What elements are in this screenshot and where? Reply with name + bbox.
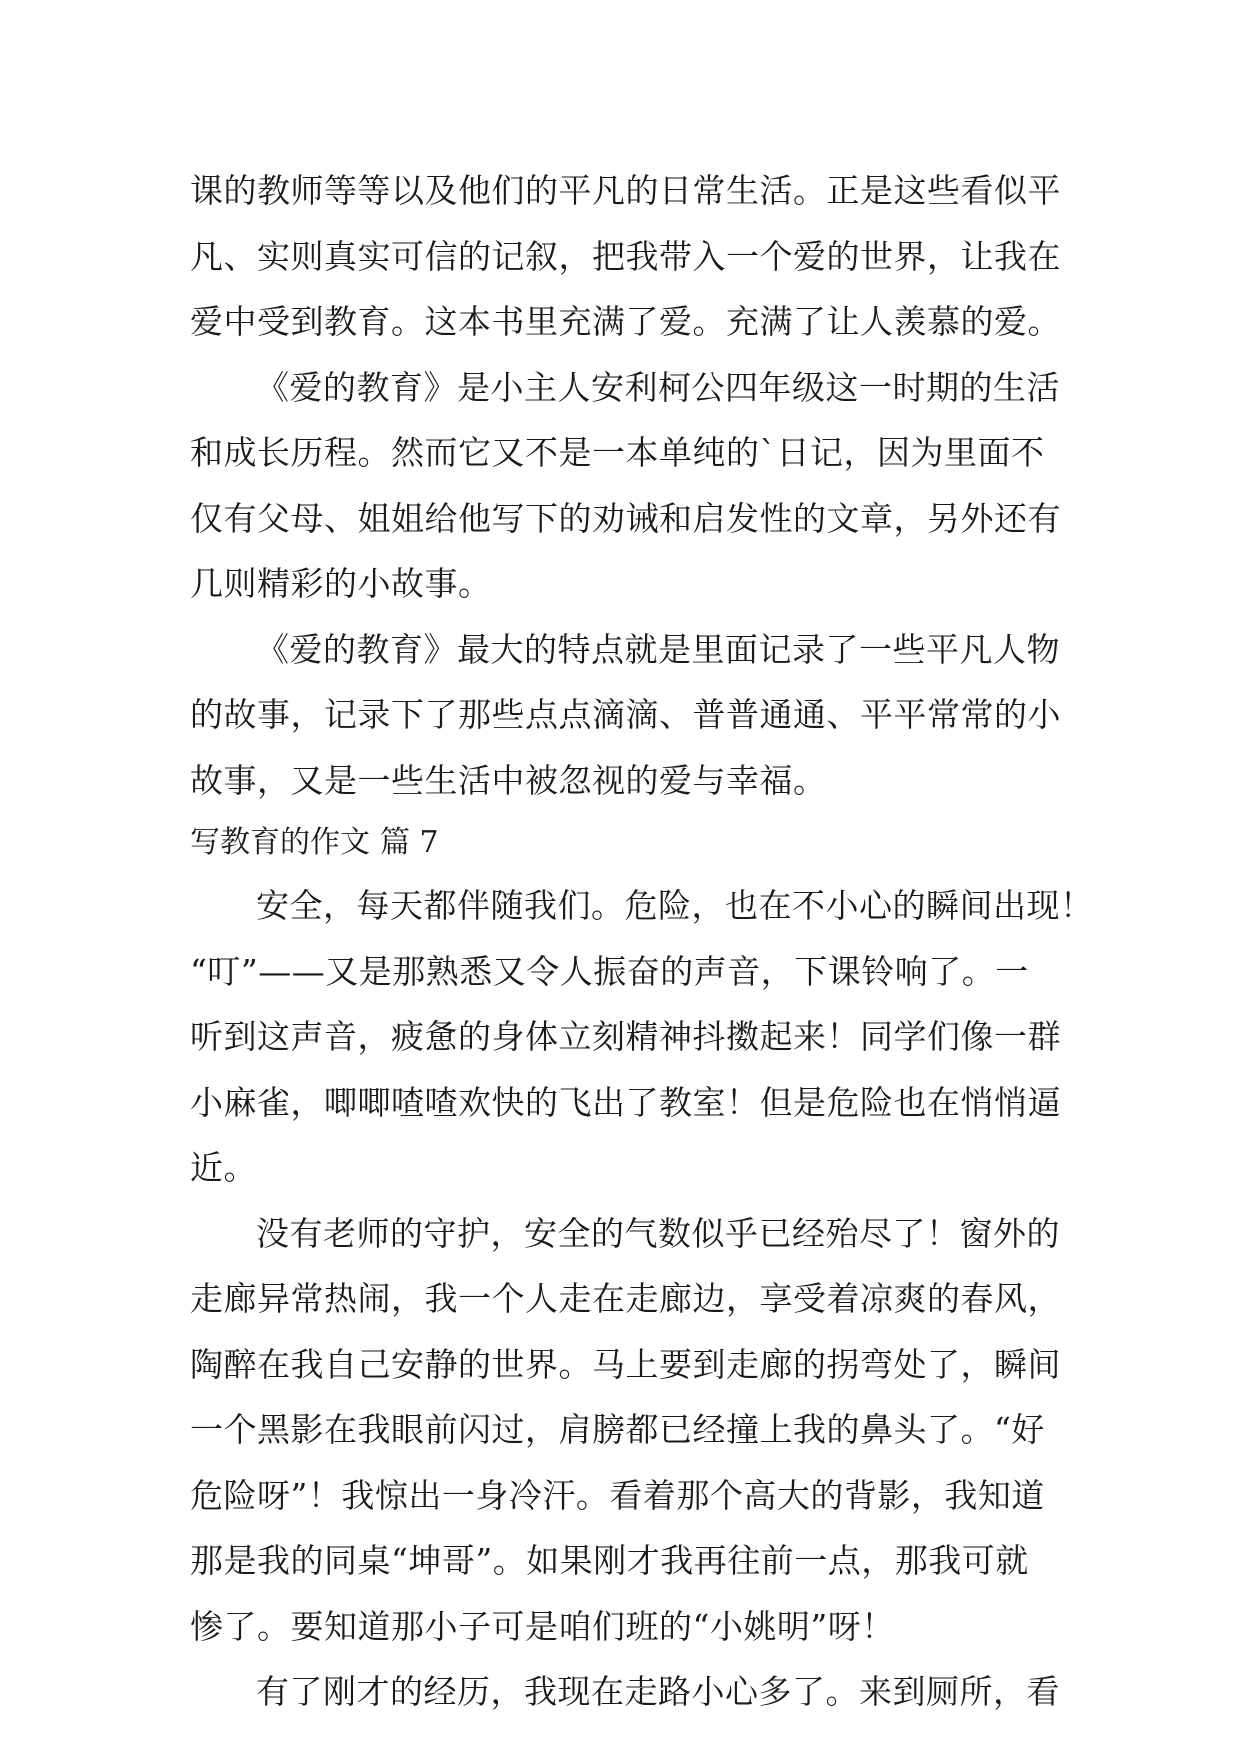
text-line: 课的教师等等以及他们的平凡的日常生活。正是这些看似平	[190, 171, 1061, 210]
text-line: 近。	[190, 1148, 257, 1187]
text-line: “叮”——又是那熟悉又令人振奋的声音，下课铃响了。一	[190, 951, 1029, 991]
paragraph	[190, 1659, 1070, 1725]
text-line: 仅有父母、姐姐给他写下的劝诫和启发性的文章，另外还有	[190, 498, 1061, 538]
text-line: 走廊异常热闹，我一个人走在走廊边，享受着凉爽的春风，	[190, 1279, 1061, 1318]
paragraph	[190, 355, 1070, 617]
text-line: 危险呀”！我惊出一身冷汗。看着那个高大的背影，我知道	[190, 1475, 1045, 1515]
section-title: 写教育的作文	[190, 825, 370, 860]
text-line: 听到这声音，疲惫的身体立刻精神抖擞起来！同学们像一群	[190, 1017, 1061, 1056]
text-line: 有了刚才的经历，我现在走路小心多了。来到厕所，看	[256, 1672, 1060, 1711]
section-heading	[190, 813, 1070, 873]
paragraph	[190, 617, 1070, 814]
text-line: 的故事，记录下了那些点点滴滴、普普通通、平平常常的小	[190, 695, 1061, 734]
text-line: 凡、实则真实可信的记叙，把我带入一个爱的世界，让我在	[190, 236, 1061, 276]
text-line: 小麻雀，唧唧喳喳欢快的飞出了教室！但是危险也在悄悄逼	[190, 1082, 1061, 1122]
paragraph	[190, 1201, 1070, 1660]
text-line: 爱中受到教育。这本书里充满了爱。充满了让人羡慕的爱。	[190, 302, 1061, 341]
text-line: 没有老师的守护，安全的气数似乎已经殆尽了！窗外的	[256, 1213, 1060, 1253]
text-line: 和成长历程。然而它又不是一本单纯的`日记，因为里面不	[190, 433, 1045, 472]
text-line: 那是我的同桌“坤哥”。如果刚才我再往前一点，那我可就	[190, 1541, 1029, 1580]
text-line: 安全，每天都伴随我们。危险，也在不小心的瞬间出现！	[256, 886, 1094, 925]
text-line: 惨了。要知道那小子可是咱们班的“小姚明”呀！	[190, 1606, 895, 1646]
paragraph	[190, 158, 1070, 355]
section-number: 篇 7	[380, 825, 439, 860]
document-page	[190, 158, 1094, 1725]
text-line: 《爱的教育》最大的特点就是里面记录了一些平凡人物	[256, 629, 1060, 669]
text-line: 故事，又是一些生活中被忽视的爱与幸福。	[190, 760, 827, 800]
text-line: 一个黑影在我眼前闪过，肩膀都已经撞上我的鼻头了。“好	[190, 1410, 1045, 1449]
text-line: 《爱的教育》是小主人安利柯公四年级这一时期的生活	[256, 367, 1060, 407]
text-line: 陶醉在我自己安静的世界。马上要到走廊的拐弯处了，瞬间	[190, 1344, 1061, 1384]
text-line: 几则精彩的小故事。	[190, 564, 492, 603]
paragraph	[190, 873, 1094, 1201]
